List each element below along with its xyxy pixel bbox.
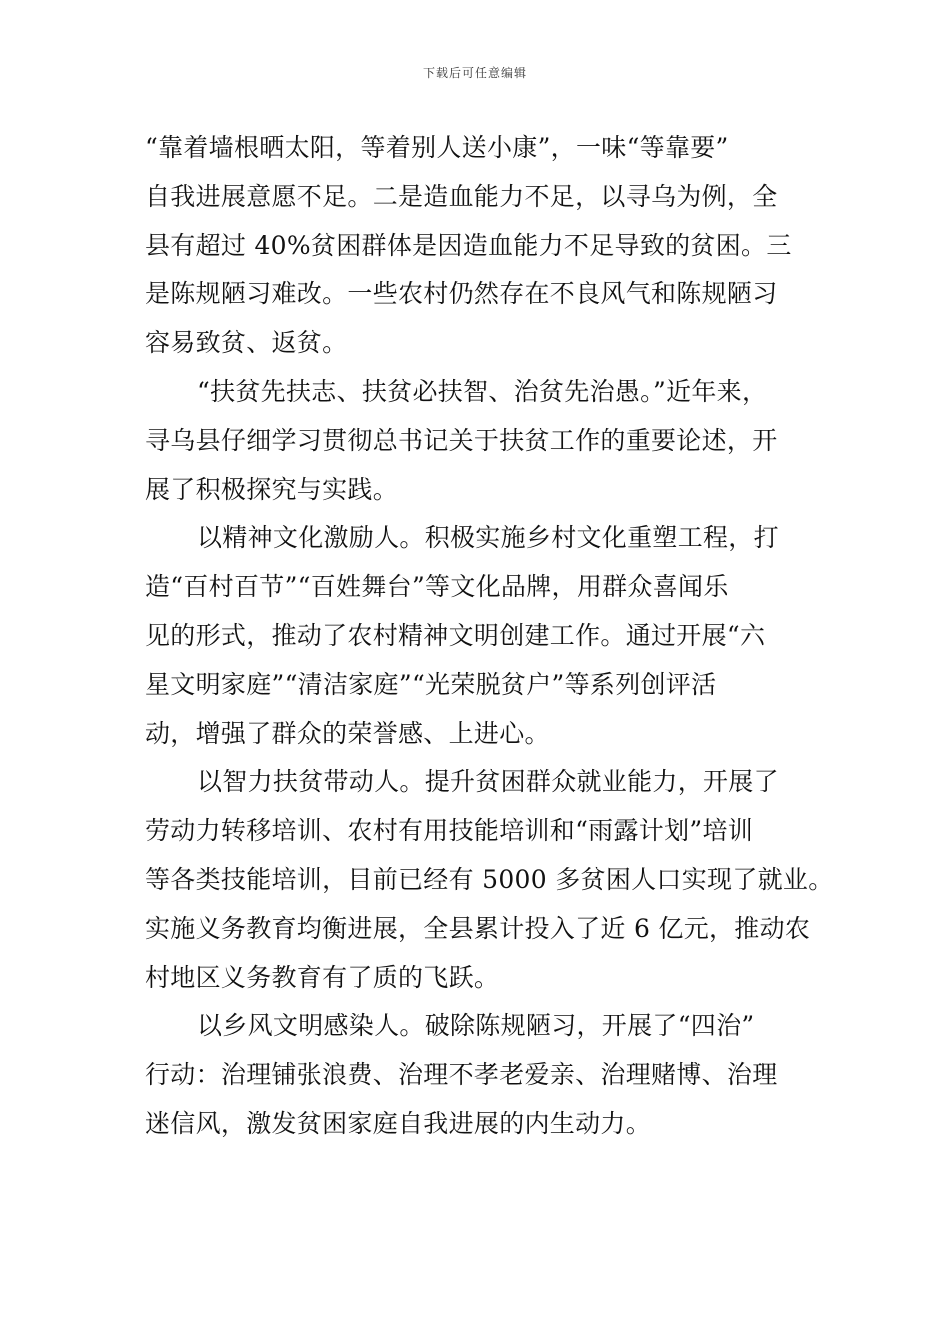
text-line: 容易致贫、返贫。 <box>145 328 348 358</box>
text-line: 村地区义务教育有了质的飞跃。 <box>145 962 500 992</box>
text-line: “靠着墙根晒太阳，等着别人送小康”，一味“等靠要” <box>145 133 729 162</box>
text-line: 县有超过 40%贫困群体是因造血能力不足导致的贫困。三 <box>145 230 792 260</box>
text-line: 寻乌县仔细学习贯彻总书记关于扶贫工作的重要论述，开 <box>145 425 778 455</box>
text-line: 见的形式，推动了农村精神文明创建工作。通过开展“六 <box>145 620 766 650</box>
text-line: “扶贫先扶志、扶贫必扶智、治贫先治愚。”近年来， <box>197 376 768 406</box>
paragraph-1 <box>145 124 815 368</box>
text-line: 行动：治理铺张浪费、治理不孝老爱亲、治理赌博、治理 <box>145 1060 778 1090</box>
text-line: 以智力扶贫带动人。提升贫困群众就业能力，开展了 <box>197 767 779 797</box>
paragraph-3 <box>145 514 815 758</box>
paragraph-5 <box>145 1002 815 1148</box>
paragraph-2 <box>145 368 815 514</box>
text-line: 造“百村百节”“百姓舞台”等文化品牌，用群众喜闻乐 <box>145 572 729 602</box>
text-line: 实施义务教育均衡进展，全县累计投入了近 6 亿元，推动农 <box>145 913 811 943</box>
text-line: 劳动力转移培训、农村有用技能培训和“雨露计划”培训 <box>145 816 754 846</box>
text-line: 星文明家庭”“清洁家庭”“光荣脱贫户”等系列创评活 <box>145 669 717 699</box>
text-line: 以精神文化激励人。积极实施乡村文化重塑工程，打 <box>197 523 779 553</box>
document-body <box>145 124 834 1149</box>
paragraph-4 <box>145 758 834 1002</box>
text-line: 以乡风文明感染人。破除陈规陋习，开展了“四治” <box>197 1011 755 1041</box>
text-line: 等各类技能培训，目前已经有 5000 多贫困人口实现了就业。 <box>145 864 834 894</box>
text-line: 动，增强了群众的荣誉感、上进心。 <box>145 718 550 748</box>
text-line: 是陈规陋习难改。一些农村仍然存在不良风气和陈规陋习 <box>145 279 778 309</box>
text-line: 展了积极探究与实践。 <box>145 474 399 504</box>
page-header: 下载后可任意编辑 <box>422 66 527 80</box>
text-line: 迷信风，激发贫困家庭自我进展的内生动力。 <box>145 1108 652 1138</box>
text-line: 自我进展意愿不足。二是造血能力不足，以寻乌为例，全 <box>145 181 778 211</box>
